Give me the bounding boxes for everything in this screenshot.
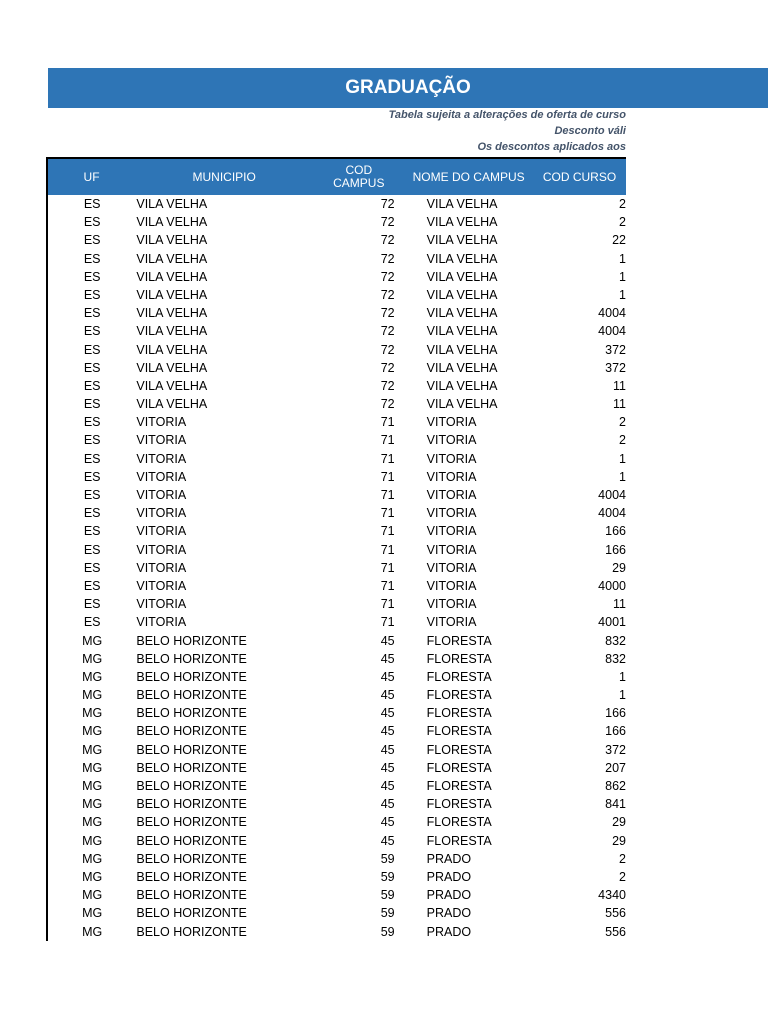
cell-cod-campus: 71 bbox=[380, 488, 395, 502]
header-cod-campus-line2: CAMPUS bbox=[333, 176, 385, 190]
cell-nome-campus: FLORESTA bbox=[426, 779, 492, 793]
cell-municipio: VITORIA bbox=[136, 433, 187, 448]
table-row[interactable] bbox=[48, 904, 626, 922]
cell-municipio: VILA VELHA bbox=[136, 197, 208, 211]
cell-municipio: BELO HORIZONTE bbox=[136, 779, 247, 793]
cell-uf: ES bbox=[83, 287, 101, 302]
cell-municipio: BELO HORIZONTE bbox=[136, 633, 247, 648]
cell-cod-curso: 4004 bbox=[598, 488, 626, 502]
cell-uf: MG bbox=[82, 760, 103, 775]
table-row[interactable] bbox=[48, 650, 626, 668]
cell-cod-campus: 59 bbox=[380, 869, 395, 884]
header-cod-campus[interactable] bbox=[313, 164, 404, 190]
cell-nome-campus: VILA VELHA bbox=[426, 215, 498, 230]
cell-uf: ES bbox=[83, 397, 101, 412]
table-row[interactable] bbox=[48, 886, 626, 904]
table-row[interactable] bbox=[48, 341, 626, 359]
cell-uf: ES bbox=[83, 269, 101, 284]
cell-cod-curso: 556 bbox=[605, 924, 626, 939]
table-row[interactable] bbox=[48, 759, 626, 777]
table-row[interactable] bbox=[48, 195, 626, 213]
cell-cod-campus: 45 bbox=[380, 760, 395, 775]
cell-cod-campus: 72 bbox=[380, 306, 395, 321]
cell-cod-curso: 841 bbox=[605, 797, 626, 812]
table-row[interactable] bbox=[48, 522, 626, 540]
cell-nome-campus: VITORIA bbox=[426, 469, 477, 484]
table-row[interactable] bbox=[48, 213, 626, 231]
cell-cod-curso: 1 bbox=[619, 287, 626, 302]
cell-nome-campus: VITORIA bbox=[426, 578, 477, 593]
cell-cod-campus: 72 bbox=[380, 233, 395, 248]
cell-uf: MG bbox=[82, 633, 103, 648]
table-row[interactable] bbox=[48, 377, 626, 395]
cell-cod-campus: 72 bbox=[380, 324, 395, 339]
cell-uf: MG bbox=[82, 688, 103, 703]
cell-cod-curso: 832 bbox=[605, 651, 626, 666]
cell-nome-campus: VILA VELHA bbox=[426, 251, 498, 266]
cell-cod-campus: 72 bbox=[380, 287, 395, 302]
table-row[interactable] bbox=[48, 613, 626, 631]
cell-municipio: BELO HORIZONTE bbox=[136, 706, 247, 721]
cell-nome-campus: FLORESTA bbox=[426, 833, 492, 848]
cell-cod-curso: 4001 bbox=[598, 615, 626, 630]
cell-nome-campus: VITORIA bbox=[426, 506, 477, 521]
header-cod-campus-line1: COD bbox=[345, 163, 373, 177]
cell-nome-campus: VITORIA bbox=[426, 415, 477, 430]
cell-cod-campus: 71 bbox=[380, 615, 395, 630]
cell-municipio: BELO HORIZONTE bbox=[136, 688, 247, 703]
cell-cod-campus: 45 bbox=[380, 669, 395, 684]
table-row[interactable] bbox=[48, 813, 626, 831]
cell-cod-curso: 556 bbox=[605, 906, 626, 921]
cell-cod-campus: 45 bbox=[380, 706, 395, 721]
table-row[interactable] bbox=[48, 559, 626, 577]
cell-cod-curso: 4004 bbox=[598, 324, 626, 339]
cell-cod-campus: 71 bbox=[380, 542, 395, 557]
cell-nome-campus: VITORIA bbox=[426, 488, 477, 502]
cell-municipio: VILA VELHA bbox=[136, 287, 208, 302]
cell-nome-campus: VILA VELHA bbox=[426, 233, 498, 248]
cell-cod-campus: 71 bbox=[380, 560, 395, 575]
cell-nome-campus: PRADO bbox=[426, 869, 472, 884]
cell-municipio: VILA VELHA bbox=[136, 306, 208, 321]
cell-municipio: BELO HORIZONTE bbox=[136, 888, 247, 903]
cell-cod-curso: 2 bbox=[619, 433, 626, 448]
cell-cod-campus: 72 bbox=[380, 397, 395, 412]
cell-cod-curso: 372 bbox=[605, 360, 626, 375]
cell-cod-campus: 72 bbox=[380, 360, 395, 375]
cell-nome-campus: VILA VELHA bbox=[426, 306, 498, 321]
cell-cod-campus: 72 bbox=[380, 251, 395, 266]
cell-nome-campus: PRADO bbox=[426, 924, 472, 939]
cell-cod-curso: 2 bbox=[619, 869, 626, 884]
cell-municipio: BELO HORIZONTE bbox=[136, 797, 247, 812]
cell-municipio: VITORIA bbox=[136, 542, 187, 557]
cell-uf: ES bbox=[83, 251, 101, 266]
page-title: GRADUAÇÃO bbox=[345, 77, 471, 98]
cell-uf: MG bbox=[82, 797, 103, 812]
cell-uf: MG bbox=[82, 869, 103, 884]
cell-municipio: VILA VELHA bbox=[136, 342, 208, 357]
cell-nome-campus: VILA VELHA bbox=[426, 378, 498, 393]
cell-municipio: VILA VELHA bbox=[136, 233, 208, 248]
cell-cod-curso: 166 bbox=[605, 706, 626, 721]
cell-cod-curso: 29 bbox=[612, 815, 626, 830]
cell-municipio: VITORIA bbox=[136, 488, 187, 502]
courses-table bbox=[46, 157, 626, 941]
cell-nome-campus: FLORESTA bbox=[426, 706, 492, 721]
cell-cod-curso: 2 bbox=[619, 415, 626, 430]
note-text-3: Os descontos aplicados aos bbox=[477, 141, 626, 153]
cell-uf: ES bbox=[83, 469, 101, 484]
title-bar bbox=[48, 68, 768, 108]
cell-cod-campus: 59 bbox=[380, 906, 395, 921]
cell-nome-campus: VITORIA bbox=[426, 615, 477, 630]
cell-cod-campus: 71 bbox=[380, 469, 395, 484]
cell-uf: MG bbox=[82, 669, 103, 684]
header-uf[interactable]: UF bbox=[83, 169, 100, 184]
cell-nome-campus: PRADO bbox=[426, 851, 472, 866]
cell-municipio: VILA VELHA bbox=[136, 251, 208, 266]
cell-cod-curso: 166 bbox=[605, 542, 626, 557]
cell-cod-campus: 71 bbox=[380, 433, 395, 448]
cell-cod-campus: 45 bbox=[380, 651, 395, 666]
cell-nome-campus: VITORIA bbox=[426, 433, 477, 448]
cell-cod-curso: 29 bbox=[612, 833, 626, 848]
cell-uf: ES bbox=[83, 360, 101, 375]
cell-nome-campus: VITORIA bbox=[426, 542, 477, 557]
cell-uf: MG bbox=[82, 742, 103, 757]
cell-nome-campus: VILA VELHA bbox=[426, 360, 498, 375]
cell-nome-campus: FLORESTA bbox=[426, 724, 492, 739]
cell-nome-campus: FLORESTA bbox=[426, 669, 492, 684]
table-row[interactable] bbox=[48, 795, 626, 813]
cell-municipio: VITORIA bbox=[136, 578, 187, 593]
cell-municipio: BELO HORIZONTE bbox=[136, 851, 247, 866]
cell-uf: ES bbox=[83, 215, 101, 230]
cell-uf: ES bbox=[83, 433, 101, 448]
cell-nome-campus: FLORESTA bbox=[426, 633, 492, 648]
table-row[interactable] bbox=[48, 450, 626, 468]
cell-uf: MG bbox=[82, 706, 103, 721]
table-row[interactable] bbox=[48, 286, 626, 304]
cell-cod-campus: 72 bbox=[380, 269, 395, 284]
cell-uf: ES bbox=[83, 197, 101, 211]
cell-nome-campus: VILA VELHA bbox=[426, 197, 498, 211]
table-row[interactable] bbox=[48, 541, 626, 559]
cell-municipio: BELO HORIZONTE bbox=[136, 760, 247, 775]
cell-uf: MG bbox=[82, 906, 103, 921]
cell-cod-campus: 71 bbox=[380, 524, 395, 539]
cell-cod-campus: 72 bbox=[380, 378, 395, 393]
cell-cod-campus: 45 bbox=[380, 815, 395, 830]
cell-municipio: VILA VELHA bbox=[136, 397, 208, 412]
cell-cod-curso: 11 bbox=[613, 397, 626, 412]
cell-nome-campus: VITORIA bbox=[426, 560, 477, 575]
cell-nome-campus: VITORIA bbox=[426, 451, 477, 466]
cell-municipio: VITORIA bbox=[136, 415, 187, 430]
cell-cod-curso: 2 bbox=[619, 851, 626, 866]
cell-cod-campus: 59 bbox=[380, 888, 395, 903]
cell-municipio: VITORIA bbox=[136, 560, 187, 575]
table-row[interactable] bbox=[48, 832, 626, 850]
cell-municipio: BELO HORIZONTE bbox=[136, 742, 247, 757]
cell-cod-campus: 71 bbox=[380, 451, 395, 466]
cell-uf: MG bbox=[82, 651, 103, 666]
table-row[interactable] bbox=[48, 304, 626, 322]
cell-cod-curso: 1 bbox=[619, 669, 626, 684]
table-row[interactable] bbox=[48, 632, 626, 650]
table-row[interactable] bbox=[48, 231, 626, 249]
table-row[interactable] bbox=[48, 686, 626, 704]
cell-cod-curso: 1 bbox=[619, 451, 626, 466]
cell-cod-campus: 71 bbox=[380, 578, 395, 593]
cell-cod-curso: 1 bbox=[619, 688, 626, 703]
table-row[interactable] bbox=[48, 868, 626, 886]
cell-municipio: BELO HORIZONTE bbox=[136, 724, 247, 739]
cell-cod-curso: 832 bbox=[605, 633, 626, 648]
cell-cod-curso: 166 bbox=[605, 724, 626, 739]
cell-uf: ES bbox=[83, 324, 101, 339]
cell-cod-campus: 71 bbox=[380, 415, 395, 430]
cell-municipio: VILA VELHA bbox=[136, 324, 208, 339]
cell-cod-campus: 45 bbox=[380, 688, 395, 703]
cell-municipio: VILA VELHA bbox=[136, 360, 208, 375]
cell-nome-campus: PRADO bbox=[426, 906, 472, 921]
cell-cod-curso: 1 bbox=[619, 469, 626, 484]
cell-cod-campus: 45 bbox=[380, 779, 395, 793]
table-row[interactable] bbox=[48, 468, 626, 486]
cell-uf: ES bbox=[83, 506, 101, 521]
cell-uf: MG bbox=[82, 851, 103, 866]
cell-cod-campus: 72 bbox=[380, 342, 395, 357]
cell-municipio: VILA VELHA bbox=[136, 378, 208, 393]
note-text-2: Desconto váli bbox=[554, 125, 626, 137]
cell-municipio: VITORIA bbox=[136, 524, 187, 539]
note-line-1 bbox=[48, 108, 626, 123]
cell-uf: ES bbox=[83, 306, 101, 321]
header-nome-campus[interactable]: NOME DO CAMPUS bbox=[412, 169, 525, 184]
cell-nome-campus: VILA VELHA bbox=[426, 287, 498, 302]
cell-cod-curso: 372 bbox=[605, 742, 626, 757]
cell-municipio: BELO HORIZONTE bbox=[136, 669, 247, 684]
cell-municipio: BELO HORIZONTE bbox=[136, 651, 247, 666]
cell-municipio: VITORIA bbox=[136, 506, 187, 521]
cell-uf: ES bbox=[83, 378, 101, 393]
cell-municipio: VILA VELHA bbox=[136, 269, 208, 284]
cell-municipio: VITORIA bbox=[136, 451, 187, 466]
cell-uf: MG bbox=[82, 888, 103, 903]
table-row[interactable] bbox=[48, 504, 626, 522]
cell-uf: ES bbox=[83, 342, 101, 357]
cell-municipio: BELO HORIZONTE bbox=[136, 906, 247, 921]
cell-municipio: BELO HORIZONTE bbox=[136, 833, 247, 848]
cell-cod-campus: 71 bbox=[380, 506, 395, 521]
table-row[interactable] bbox=[48, 668, 626, 686]
cell-uf: ES bbox=[83, 488, 101, 502]
cell-cod-campus: 45 bbox=[380, 742, 395, 757]
table-row[interactable] bbox=[48, 722, 626, 740]
cell-municipio: BELO HORIZONTE bbox=[136, 815, 247, 830]
table-row[interactable] bbox=[48, 741, 626, 759]
cell-cod-curso: 1 bbox=[619, 251, 626, 266]
cell-nome-campus: FLORESTA bbox=[426, 688, 492, 703]
note-line-2 bbox=[48, 124, 626, 139]
note-line-3 bbox=[48, 140, 626, 155]
cell-municipio: BELO HORIZONTE bbox=[136, 869, 247, 884]
cell-cod-curso: 11 bbox=[613, 378, 626, 393]
cell-nome-campus: VITORIA bbox=[426, 597, 477, 612]
cell-cod-curso: 11 bbox=[613, 597, 626, 612]
cell-cod-curso: 372 bbox=[605, 342, 626, 357]
cell-nome-campus: VILA VELHA bbox=[426, 397, 498, 412]
cell-cod-campus: 72 bbox=[380, 197, 395, 211]
table-row[interactable] bbox=[48, 777, 626, 795]
cell-uf: MG bbox=[82, 833, 103, 848]
cell-nome-campus: FLORESTA bbox=[426, 797, 492, 812]
cell-nome-campus: FLORESTA bbox=[426, 760, 492, 775]
cell-uf: MG bbox=[82, 815, 103, 830]
table-row[interactable] bbox=[48, 250, 626, 268]
cell-nome-campus: FLORESTA bbox=[426, 815, 492, 830]
cell-nome-campus: FLORESTA bbox=[426, 651, 492, 666]
table-header bbox=[48, 157, 626, 195]
cell-cod-campus: 45 bbox=[380, 724, 395, 739]
cell-uf: MG bbox=[82, 924, 103, 939]
table-row[interactable] bbox=[48, 577, 626, 595]
cell-uf: ES bbox=[83, 542, 101, 557]
cell-uf: ES bbox=[83, 415, 101, 430]
header-municipio[interactable]: MUNICIPIO bbox=[192, 169, 256, 184]
table-row[interactable] bbox=[48, 704, 626, 722]
cell-cod-curso: 29 bbox=[612, 560, 626, 575]
cell-cod-curso: 4004 bbox=[598, 306, 626, 321]
table-body bbox=[48, 195, 626, 941]
cell-cod-curso: 862 bbox=[605, 779, 626, 793]
table-row[interactable] bbox=[48, 322, 626, 340]
cell-nome-campus: PRADO bbox=[426, 888, 472, 903]
cell-cod-curso: 166 bbox=[605, 524, 626, 539]
cell-cod-campus: 71 bbox=[380, 597, 395, 612]
cell-uf: ES bbox=[83, 615, 101, 630]
cell-cod-curso: 4000 bbox=[598, 578, 626, 593]
cell-uf: ES bbox=[83, 578, 101, 593]
cell-cod-curso: 4004 bbox=[598, 506, 626, 521]
cell-uf: ES bbox=[83, 597, 101, 612]
cell-municipio: BELO HORIZONTE bbox=[136, 924, 247, 939]
cell-uf: MG bbox=[82, 779, 103, 793]
cell-uf: ES bbox=[83, 524, 101, 539]
cell-municipio: VITORIA bbox=[136, 615, 187, 630]
cell-nome-campus: VITORIA bbox=[426, 524, 477, 539]
cell-uf: MG bbox=[82, 724, 103, 739]
cell-cod-curso: 2 bbox=[619, 215, 626, 230]
cell-nome-campus: FLORESTA bbox=[426, 742, 492, 757]
header-cod-curso[interactable]: COD CURSO bbox=[542, 169, 617, 184]
cell-municipio: VILA VELHA bbox=[136, 215, 208, 230]
cell-cod-campus: 45 bbox=[380, 633, 395, 648]
title-clip bbox=[626, 68, 768, 108]
table-row[interactable] bbox=[48, 268, 626, 286]
table-row[interactable] bbox=[48, 359, 626, 377]
cell-cod-curso: 4340 bbox=[598, 888, 626, 903]
table-row[interactable] bbox=[48, 850, 626, 868]
table-row[interactable] bbox=[48, 595, 626, 613]
cell-cod-curso: 22 bbox=[612, 233, 626, 248]
cell-cod-campus: 72 bbox=[380, 215, 395, 230]
cell-cod-curso: 207 bbox=[605, 760, 626, 775]
table-row[interactable] bbox=[48, 413, 626, 431]
cell-nome-campus: VILA VELHA bbox=[426, 269, 498, 284]
cell-cod-campus: 59 bbox=[380, 851, 395, 866]
table-row[interactable] bbox=[48, 431, 626, 449]
cell-cod-curso: 1 bbox=[619, 269, 626, 284]
cell-nome-campus: VILA VELHA bbox=[426, 324, 498, 339]
cell-cod-campus: 59 bbox=[380, 924, 395, 939]
cell-cod-campus: 45 bbox=[380, 833, 395, 848]
cell-municipio: VITORIA bbox=[136, 469, 187, 484]
cell-nome-campus: VILA VELHA bbox=[426, 342, 498, 357]
cell-cod-campus: 45 bbox=[380, 797, 395, 812]
table-row[interactable] bbox=[48, 486, 626, 504]
cell-uf: ES bbox=[83, 560, 101, 575]
cell-uf: ES bbox=[83, 451, 101, 466]
table-row[interactable] bbox=[48, 395, 626, 413]
table-row[interactable] bbox=[48, 923, 626, 941]
cell-cod-curso: 2 bbox=[619, 197, 626, 211]
note-text-1: Tabela sujeita a alterações de oferta de curso bbox=[388, 109, 626, 121]
cell-municipio: VITORIA bbox=[136, 597, 187, 612]
cell-uf: ES bbox=[83, 233, 101, 248]
